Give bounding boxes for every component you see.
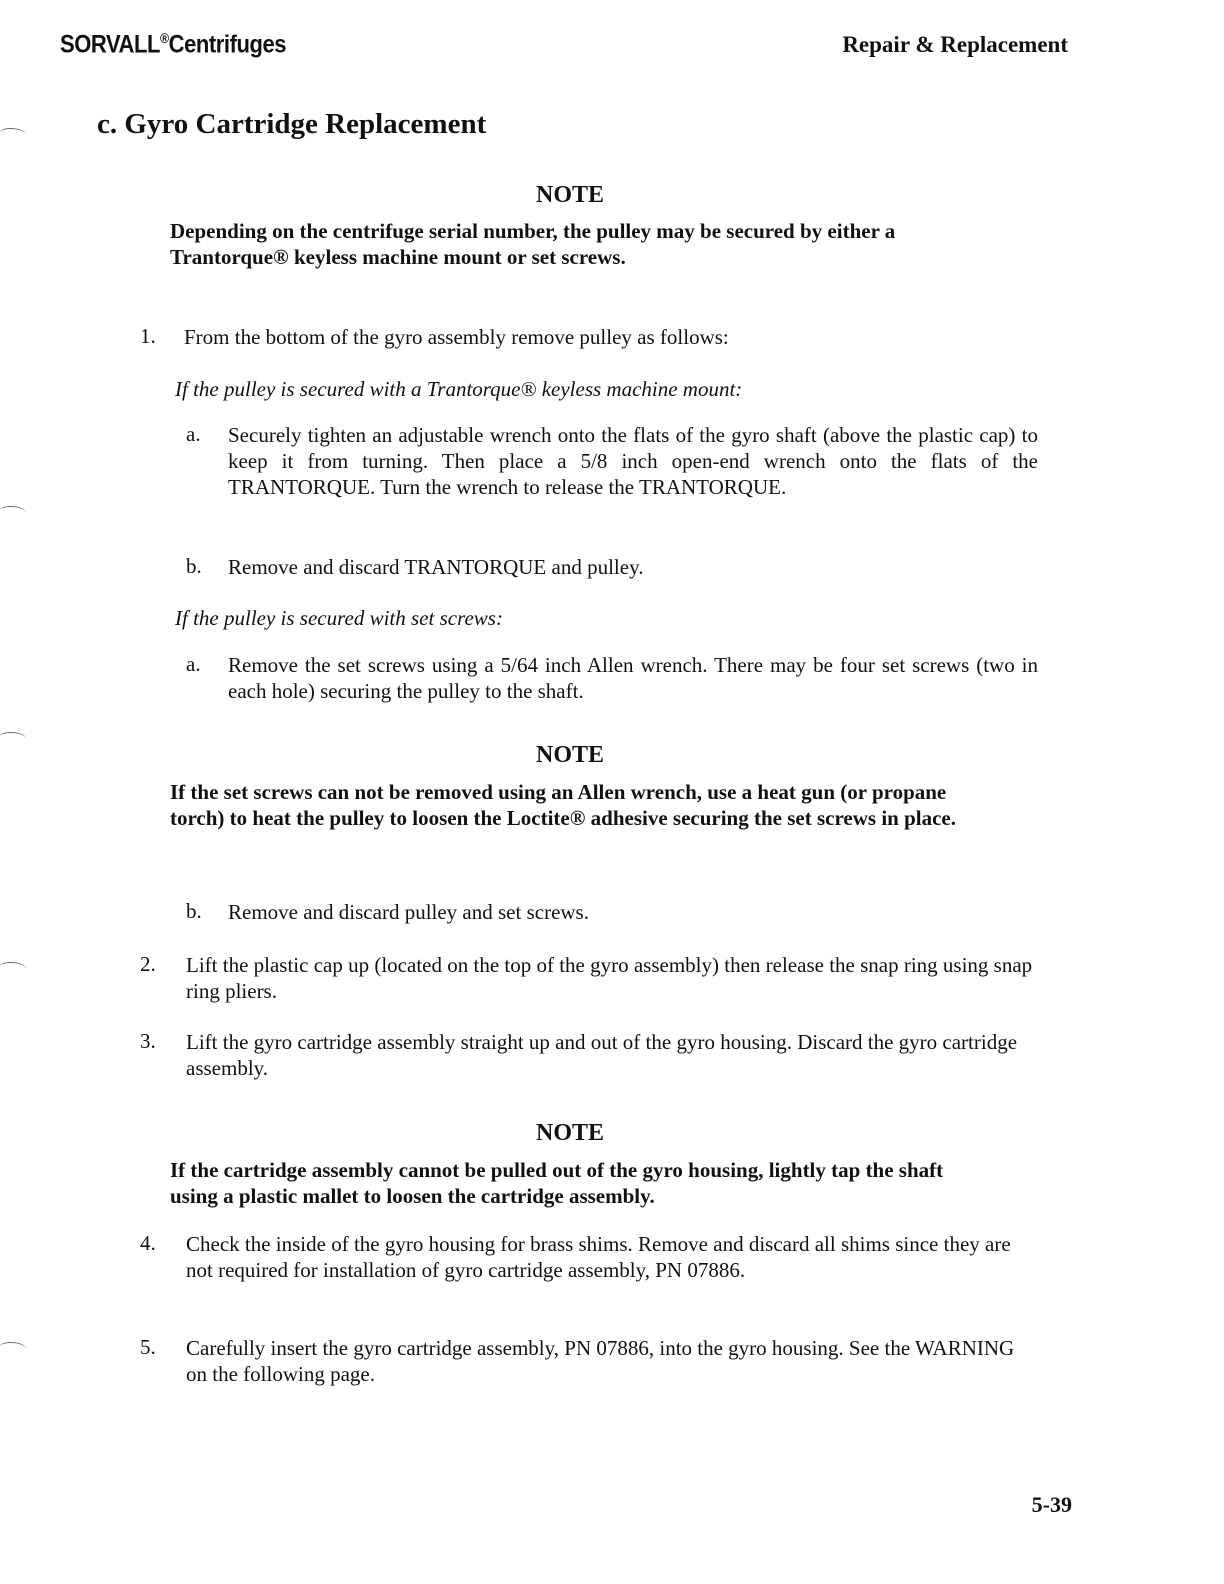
step-number: 4. [140, 1231, 156, 1255]
step-number: 1. [140, 324, 156, 348]
substep-letter: b. [186, 554, 202, 578]
step-text: Lift the plastic cap up (located on the top of the gyro assembly) then release the snap ring using snap ring pliers. [186, 953, 1033, 1003]
note-text: If the cartridge assembly cannot be pulled out of the gyro housing, lightly tap the shaft using a plastic mallet to loosen the cartridge assembly. [170, 1158, 944, 1208]
header-brand-suffix: Centrifuges [168, 30, 287, 59]
condition-text: If the pulley is secured with set screws: [175, 606, 503, 630]
note-title: NOTE [535, 182, 604, 208]
step-number: 5. [140, 1335, 156, 1359]
step-text: Lift the gyro cartridge assembly straight up and out of the gyro housing. Discard the gyro cartridge assembly. [186, 1030, 1018, 1080]
margin-mark [0, 128, 26, 139]
header-registered-mark: ® [160, 30, 169, 46]
margin-mark [0, 506, 26, 517]
step-number: 3. [140, 1029, 156, 1053]
header-brand-name: SORVALL [60, 30, 161, 59]
note-title: NOTE [535, 1120, 604, 1146]
condition-text: If the pulley is secured with a Trantorque® keyless machine mount: [175, 377, 743, 401]
substep-letter: b. [186, 899, 202, 923]
header-section: Repair & Replacement [842, 32, 1068, 57]
note-title: NOTE [535, 742, 604, 768]
step-text: Carefully insert the gyro cartridge assembly, PN 07886, into the gyro housing. See the WARNING on the following page. [186, 1336, 1015, 1386]
note-text: If the set screws can not be removed using an Allen wrench, use a heat gun (or propane torch) to heat the pulley to loosen the Loctite® adhesive securing the set screws in place. [170, 780, 956, 830]
substep-letter: a. [186, 422, 201, 446]
substep-text: Securely tighten an adjustable wrench onto the flats of the gyro shaft (above the plastic cap) to keep it from turning. Then place a 5/8 inch open-end wrench onto the flats of the TRANTORQUE. Turn the wrench to release the TRANTORQUE. [228, 423, 1038, 499]
margin-mark [0, 1342, 26, 1353]
header-brand [60, 30, 286, 59]
margin-mark [0, 962, 26, 973]
substep-text: Remove the set screws using a 5/64 inch Allen wrench. There may be four set screws (two in each hole) securing the pulley to the shaft. [228, 653, 1038, 703]
page-number: 5-39 [1031, 1492, 1072, 1517]
substep-letter: a. [186, 652, 201, 676]
step-number: 2. [140, 952, 156, 976]
substep-text: Remove and discard TRANTORQUE and pulley. [228, 555, 644, 579]
section-title: c. Gyro Cartridge Replacement [97, 108, 487, 140]
substep-text: Remove and discard pulley and set screws. [228, 900, 589, 924]
note-text: Depending on the centrifuge serial number, the pulley may be secured by either a Trantorque® keyless machine mount or set screws. [170, 219, 896, 269]
margin-mark [0, 732, 26, 743]
step-text: From the bottom of the gyro assembly remove pulley as follows: [184, 325, 729, 349]
step-text: Check the inside of the gyro housing for brass shims. Remove and discard all shims since they are not required for installation of gyro cartridge assembly, PN 07886. [186, 1232, 1011, 1282]
